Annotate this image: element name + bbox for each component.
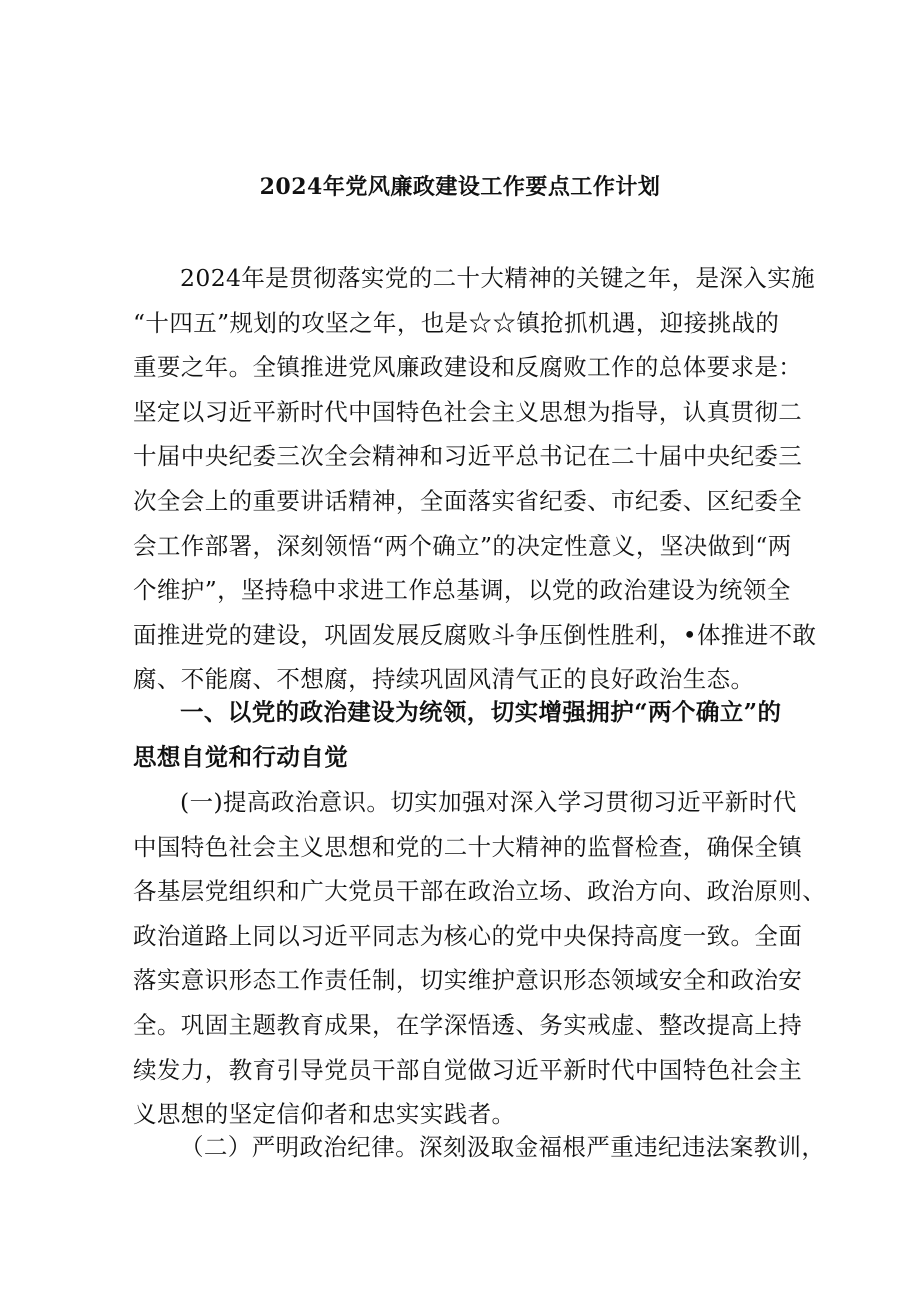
text-line: “十四五”规划的攻坚之年，也是☆☆镇抢抓机遇，迎接挑战的 <box>133 308 780 337</box>
text-line: 落实意识形态工作责任制，切实维护意识形态领域安全和政治安 <box>133 966 803 995</box>
text-line: （二）严明政治纪律。深刻汲取金福根严重违纪违法案教训， <box>180 1133 826 1161</box>
text-line: 中国特色社会主义思想和党的二十大精神的监督检查，确保全镇 <box>133 832 803 861</box>
text-line: 重要之年。全镇推进党风廉政建设和反腐败工作的总体要求是： <box>133 353 803 382</box>
text-line: 个维护”，坚持稳中求进工作总基调，以党的政治建设为统领全 <box>133 576 791 605</box>
text-line: 续发力，教育引导党员干部自觉做习近平新时代中国特色社会主 <box>133 1055 803 1084</box>
heading-line: 思想自觉和行动自觉 <box>133 742 349 771</box>
section-heading <box>133 690 795 779</box>
heading-line: 一、以党的政治建设为统领，切实增强拥护“两个确立”的 <box>180 698 782 726</box>
text-line: 面推进党的建设，巩固发展反腐败斗争压倒性胜利，•体推进不敢 <box>133 620 817 649</box>
text-line: 各基层党组织和广大党员干部在政治立场、政治方向、政治原则、 <box>133 877 827 906</box>
text-line: 十届中央纪委三次全会精神和习近平总书记在二十届中央纪委三 <box>133 442 803 471</box>
paragraph-1 <box>133 780 827 1137</box>
text-line: 坚定以习近平新时代中国特色社会主义思想为指导，认真贯彻二 <box>133 397 803 426</box>
text-line: 政治道路上同以习近平同志为核心的党中央保持高度一致。全面 <box>133 921 803 950</box>
text-line: 全。巩固主题教育成果，在学深悟透、务实戒虚、整改提高上持 <box>133 1010 803 1039</box>
text-line: 2024年是贯彻落实党的二十大精神的关键之年，是深入实施 <box>180 264 816 292</box>
intro-paragraph <box>133 256 817 702</box>
text-line: 腐、不能腐、不想腐，持续巩固风清气正的良好政治生态。 <box>133 665 755 694</box>
text-line: 会工作部署，深刻领悟“两个确立”的决定性意义，坚决做到“两 <box>133 531 792 560</box>
paragraph-2 <box>133 1125 826 1170</box>
text-line: (一)提高政治意识。切实加强对深入学习贯彻习近平新时代 <box>180 788 797 816</box>
text-line: 义思想的坚定信仰者和忠实实践者。 <box>133 1100 516 1129</box>
document-title: 2024年党风廉政建设工作要点工作计划 <box>259 174 661 200</box>
text-line: 次全会上的重要讲话精神，全面落实省纪委、市纪委、区纪委全 <box>133 486 803 515</box>
